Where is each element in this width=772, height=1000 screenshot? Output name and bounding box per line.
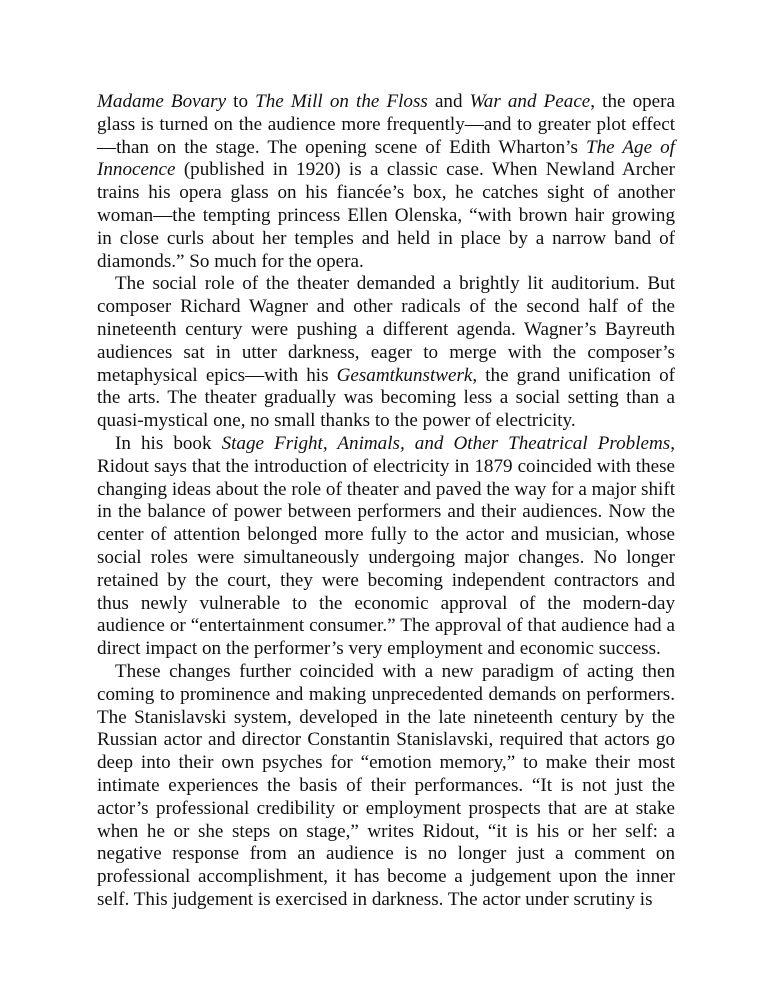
paragraph-text: In his book xyxy=(115,432,222,454)
paragraph-text: The social role of the theater demanded a brightly lit auditorium. But composer Richard Wagner and other radicals of the second half of the nineteenth century were pushing a different agenda. Wagner’s Bayreuth audiences sat in utter darkness, eager to merge with the composer’s metaphysical epics—with his xyxy=(97,273,675,386)
paragraph-text: to xyxy=(226,91,256,112)
paragraph-text: , Ridout says that the introduction of electricity in 1879 coincided with these changing ideas about the role of theater and paved the way for a major shift in the balance of power between performers and their audiences. Now the center of attention belonged more fully to the actor and musician, whose social roles were simultaneously undergoing major changes. No longer retained by the court, they were becoming independent contractors and thus newly vulnerable to the economic approval of the modern-day audience or “entertainment consumer.” The approval of that audience had a direct impact on the performer’s very employment and economic success. xyxy=(97,432,675,660)
paragraph-text: (published in 1920) is a classic case. When Newland Archer trains his opera glass on his fiancée’s box, he catches sight of another woman—the tempting princess Ellen Olenska, “with brown hair growing in close curls about her temples and held in place by a narrow band of diamonds.” So much for the opera. xyxy=(97,159,675,272)
paragraph-social-role xyxy=(97,273,675,433)
paragraph-text: , the opera glass is turned on the audience more frequently—and to greater plot effect —than on the stage. The opening scene of Edith Wharton’s xyxy=(97,91,675,158)
book-title-madame-bovary: Madame Bovary xyxy=(97,91,227,112)
document-page xyxy=(97,91,675,912)
paragraph-stanislavski xyxy=(97,661,675,912)
paragraph-opera-glass xyxy=(97,91,675,273)
book-title-age-of-innocence: The Age of Innocence xyxy=(97,136,675,181)
term-gesamtkunstwerk: Gesamtkunstwerk xyxy=(336,364,473,386)
book-title-mill-on-the-floss: The Mill on the Floss xyxy=(255,91,428,112)
book-title-stage-fright: Stage Fright, Animals, and Other Theatrical Problems xyxy=(221,432,671,454)
paragraph-text: These changes further coincided with a new paradigm of acting then coming to prominence and making unprecedented demands on performers. The Stanislavski system, developed in the late nineteenth century by the Russian actor and director Constantin Stanislavski, required that actors go deep into their own psyches for “emotion memory,” to make their most intimate experiences the basis of their performances. “It is not just the actor’s professional credibility or employment prospects that are at stake when he or she steps on stage,” writes Ridout, “it is his or her self: a negative response from an audience is no longer just a comment on professional accomplishment, it has become a judgement upon the inner self. This judgement is exercised in darkness. The actor under scrutiny is xyxy=(97,660,675,910)
book-title-war-and-peace: War and Peace xyxy=(469,91,591,112)
paragraph-text: and xyxy=(427,91,470,112)
paragraph-ridout-electricity xyxy=(97,433,675,661)
paragraph-text: , the grand unification of the arts. The theater gradually was becoming less a social setting than a quasi-mystical one, no small thanks to the power of electricity. xyxy=(97,364,675,432)
